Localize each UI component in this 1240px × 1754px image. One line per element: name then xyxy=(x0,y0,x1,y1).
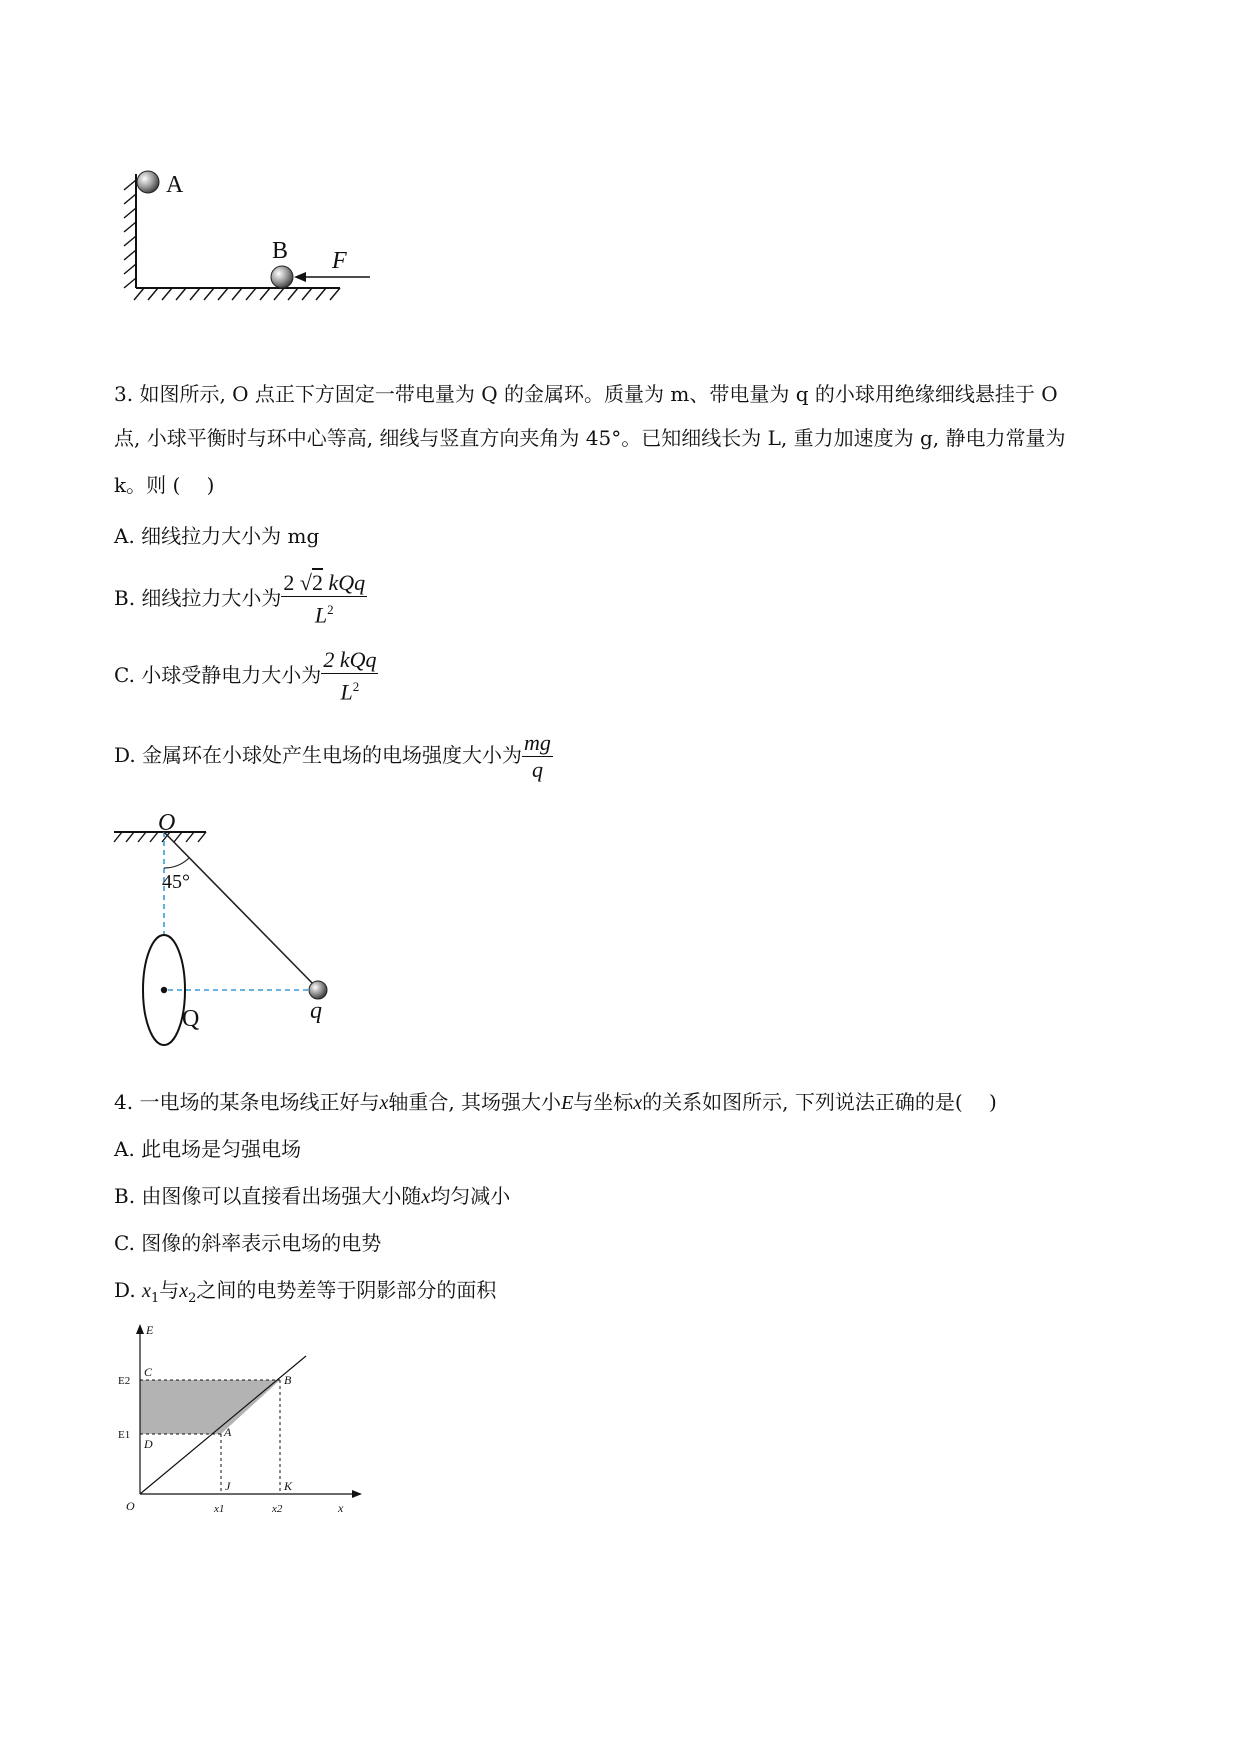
label-b-point: B xyxy=(284,1373,292,1387)
q3-option-a: A. 细线拉力大小为 mg xyxy=(114,524,320,548)
label-e-axis: E xyxy=(146,1323,154,1337)
ball-q xyxy=(309,981,327,999)
label-a: A xyxy=(166,172,184,198)
q3-option-b-text: B. 细线拉力大小为 xyxy=(114,586,282,610)
figure-wall-balls xyxy=(100,160,380,350)
q4-option-d: D. $x_1$与$x_2$之间的电势差等于阴影部分的面积 xyxy=(114,1278,497,1306)
label-x1: x1 xyxy=(214,1503,225,1515)
label-k: K xyxy=(284,1479,293,1493)
label-o: O xyxy=(158,810,176,836)
label-origin: O xyxy=(126,1499,135,1513)
label-e2: E2 xyxy=(118,1375,131,1387)
label-f: F xyxy=(332,248,347,274)
q4-option-c: C. 图像的斜率表示电场的电势 xyxy=(114,1231,382,1255)
shaded-area xyxy=(140,1380,280,1434)
label-a-point: A xyxy=(224,1425,232,1439)
label-d: D xyxy=(144,1437,153,1451)
q3-option-d xyxy=(114,725,553,785)
q4-stem: 4. 一电场的某条电场线正好与x轴重合, 其场强大小E与坐标x的关系如图所示, 下列说法正确的是( ) xyxy=(114,1090,997,1114)
q3-option-d-text: D. 金属环在小球处产生电场的电场强度大小为 xyxy=(114,743,523,767)
q3-option-c xyxy=(114,645,378,706)
figure-e-x-graph xyxy=(110,1320,370,1520)
q3-stem-line2: 点, 小球平衡时与环中心等高, 细线与竖直方向夹角为 45°。已知细线长为 L, 重力加速度为 g, 静电力常量为 xyxy=(114,426,1066,450)
q3-option-d-fraction: $\frac{mg}{q}$ xyxy=(524,730,551,782)
ball-b xyxy=(271,266,293,288)
q3-option-c-text: C. 小球受静电力大小为 xyxy=(114,663,322,687)
figure-pendulum-ring xyxy=(100,800,340,1050)
q3-option-b xyxy=(114,568,367,629)
label-e1: E1 xyxy=(118,1429,131,1441)
q3-stem-line1: 3. 如图所示, O 点正下方固定一带电量为 Q 的金属环。质量为 m、带电量为 q 的小球用绝缘细线悬挂于 O xyxy=(114,382,1058,406)
q3-stem-line3: k。则 ( ) xyxy=(114,473,215,497)
label-ball-q: q xyxy=(310,998,322,1024)
q4-option-a: A. 此电场是匀强电场 xyxy=(114,1137,302,1161)
q3-option-b-fraction: $\frac{\text{2 √2 kQq}}{L^2}$ xyxy=(283,570,366,628)
label-x-axis: x xyxy=(338,1501,344,1515)
label-c: C xyxy=(144,1365,153,1379)
q4-option-b: B. 由图像可以直接看出场强大小随x均匀减小 xyxy=(114,1184,511,1208)
q3-option-c-fraction: $\frac{\text{2 kQq}}{L^2}$ xyxy=(323,647,377,705)
label-ring-q: Q xyxy=(182,1006,200,1032)
label-x2: x2 xyxy=(272,1503,283,1515)
ball-a xyxy=(137,171,159,193)
label-j: J xyxy=(225,1479,231,1493)
label-b: B xyxy=(272,238,289,264)
label-angle: 45° xyxy=(162,871,190,893)
